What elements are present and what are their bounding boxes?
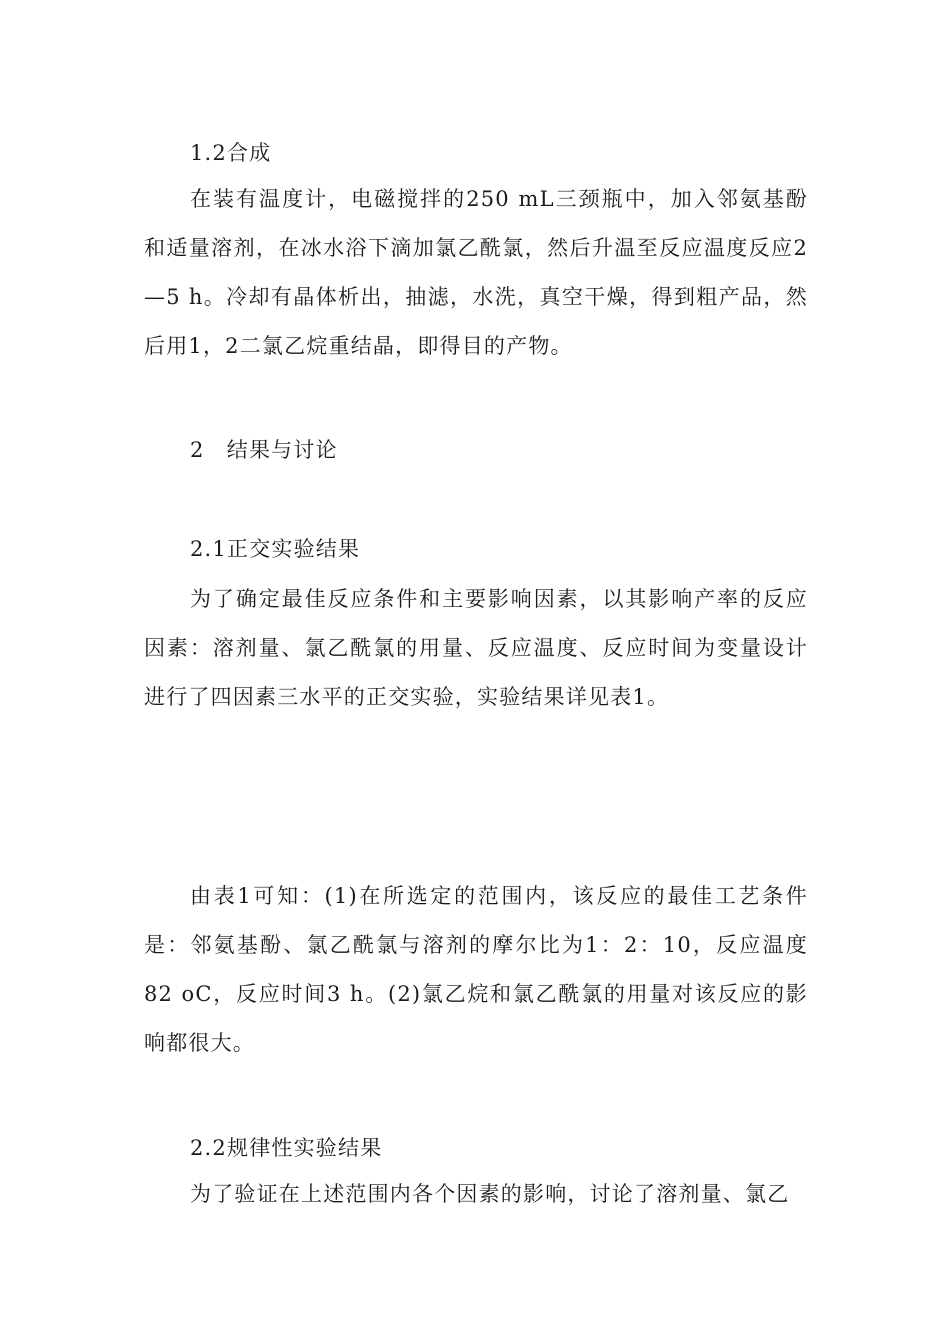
section-heading-1-2: 1.2合成 xyxy=(190,141,272,165)
paragraph-regularity-experiment: 为了验证在上述范围内各个因素的影响，讨论了溶剂量、氯乙 xyxy=(190,1182,790,1206)
section-heading-2-2: 2.2规律性实验结果 xyxy=(190,1136,383,1160)
paragraph-synthesis: 在装有温度计，电磁搅拌的250 mL三颈瓶中，加入邻氨基酚和适量溶剂，在冰水浴下滴加氯乙酰氯，然后升温至反应温度反应2—5 h。冷却有晶体析出，抽滤，水洗，真空干燥，得到粗产品，然后用1，2二氯乙烷重结晶，即得目的产物。 xyxy=(144,187,808,358)
section-heading-2-1: 2.1正交实验结果 xyxy=(190,537,361,561)
paragraph-orthogonal-experiment: 为了确定最佳反应条件和主要影响因素，以其影响产率的反应因素：溶剂量、氯乙酰氯的用量、反应温度、反应时间为变量设计进行了四因素三水平的正交实验，实验结果详见表1。 xyxy=(144,587,808,709)
section-heading-2: 2 结果与讨论 xyxy=(190,438,338,462)
paragraph-table1-analysis: 由表1可知：(1)在所选定的范围内，该反应的最佳工艺条件是：邻氨基酚、氯乙酰氯与溶剂的摩尔比为1：2：10，反应温度82 oC，反应时间3 h。(2)氯乙烷和氯乙酰氯的用量对该反应的影响都很大。 xyxy=(144,884,808,1055)
